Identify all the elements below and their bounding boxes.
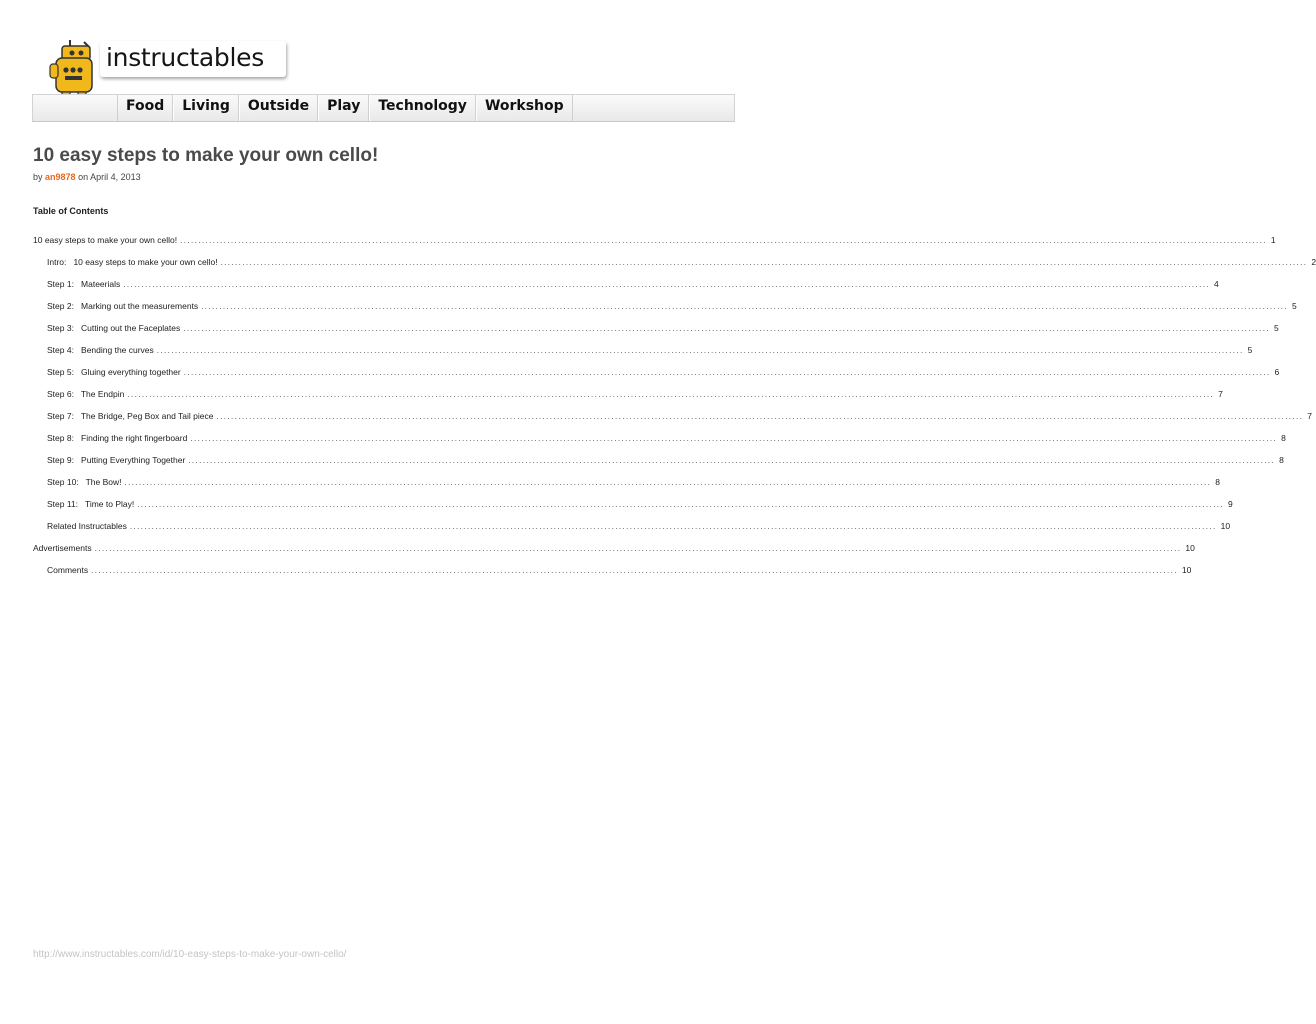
toc-entry-label: Intro: 10 easy steps to make your own cello!	[47, 257, 218, 267]
toc-entry-page: 8	[1279, 455, 1284, 465]
toc-entry[interactable]	[33, 291, 1297, 313]
toc-dot-leader: ............................................................................................................................................................................................................................................................................................................	[183, 324, 1271, 333]
toc-dot-leader: ............................................................................................................................................................................................................................................................................................................	[129, 522, 1217, 531]
toc-entry-page: 10	[1220, 521, 1231, 531]
toc-dot-leader: ............................................................................................................................................................................................................................................................................................................	[156, 346, 1244, 355]
toc-entry-page: 6	[1274, 367, 1280, 377]
toc-entry-label: Step 8: Finding the right fingerboard	[47, 433, 188, 443]
toc-entry[interactable]	[33, 357, 1280, 379]
toc-entry-label: Step 11: Time to Play!	[47, 499, 135, 509]
toc-entry[interactable]	[33, 445, 1284, 467]
toc-entry[interactable]	[33, 511, 1231, 533]
nav-item-play[interactable]: Play	[318, 95, 369, 121]
toc-entry-label: Step 10: The Bow!	[47, 477, 122, 487]
toc-entry[interactable]	[33, 247, 1316, 269]
page-title: 10 easy steps to make your own cello!	[33, 145, 379, 166]
toc-entry-page: 5	[1274, 323, 1279, 333]
toc-entry[interactable]	[33, 467, 1221, 489]
toc-entry-label: Step 7: The Bridge, Peg Box and Tail piece	[47, 411, 214, 421]
toc-dot-leader: ............................................................................................................................................................................................................................................................................................................	[180, 236, 1267, 245]
toc-entry[interactable]	[33, 533, 1195, 555]
toc-entry-page: 5	[1291, 301, 1297, 311]
toc-entry-page: 1	[1270, 235, 1276, 245]
nav-item-technology[interactable]: Technology	[369, 95, 476, 121]
toc-entry-page: 5	[1247, 345, 1253, 355]
toc-entry[interactable]	[33, 335, 1253, 357]
toc-entry-page: 7	[1218, 389, 1223, 399]
table-of-contents	[33, 225, 1316, 577]
footer-url[interactable]: http://www.instructables.com/id/10-easy-steps-to-make-your-own-cello/	[33, 949, 347, 960]
toc-entry-page: 10	[1185, 543, 1195, 553]
nav-item-workshop[interactable]: Workshop	[476, 95, 573, 121]
logo-text[interactable]: instructables	[106, 43, 264, 72]
toc-entry-label: Comments	[47, 565, 89, 575]
toc-entry[interactable]	[33, 379, 1223, 401]
toc-entry-label: Advertisements	[33, 543, 92, 553]
nav-item-living[interactable]: Living	[173, 95, 239, 121]
toc-dot-leader: ............................................................................................................................................................................................................................................................................................................	[216, 412, 1304, 421]
toc-entry[interactable]	[33, 489, 1233, 511]
toc-entry-page: 4	[1214, 279, 1219, 289]
toc-dot-leader: ............................................................................................................................................................................................................................................................................................................	[190, 434, 1278, 443]
byline	[33, 172, 141, 182]
toc-entry-label: Step 9: Putting Everything Together	[47, 455, 186, 465]
toc-entry-label: Step 6: The Endpin	[47, 389, 125, 399]
toc-entry[interactable]	[33, 225, 1276, 247]
toc-entry-label: 10 easy steps to make your own cello!	[33, 235, 178, 245]
toc-entry-page: 2	[1311, 257, 1316, 267]
toc-entry-page: 8	[1215, 477, 1221, 487]
nav-bar	[32, 94, 735, 122]
toc-entry[interactable]	[33, 401, 1313, 423]
toc-entry[interactable]	[33, 269, 1219, 291]
toc-entry-page: 10	[1181, 565, 1192, 575]
toc-entry-label: Step 2: Marking out the measurements	[47, 301, 199, 311]
toc-entry-label: Step 4: Bending the curves	[47, 345, 154, 355]
toc-entry-label: Step 3: Cutting out the Faceplates	[47, 323, 181, 333]
toc-entry-label: Related Instructables	[47, 521, 127, 531]
toc-entry[interactable]	[33, 555, 1192, 577]
toc-entry-label: Step 1: Mateerials	[47, 279, 121, 289]
nav-item-food[interactable]: Food	[117, 95, 173, 121]
toc-entry-page: 9	[1228, 499, 1233, 509]
toc-dot-leader: ............................................................................................................................................................................................................................................................................................................	[123, 280, 1211, 289]
toc-dot-leader: ............................................................................................................................................................................................................................................................................................................	[124, 478, 1212, 487]
toc-entry-label: Step 5: Gluing everything together	[47, 367, 181, 377]
toc-dot-leader: ............................................................................................................................................................................................................................................................................................................	[220, 258, 1308, 267]
toc-dot-leader: ............................................................................................................................................................................................................................................................................................................	[183, 368, 1271, 377]
toc-dot-leader: ............................................................................................................................................................................................................................................................................................................	[94, 544, 1182, 553]
toc-dot-leader: ............................................................................................................................................................................................................................................................................................................	[188, 456, 1276, 465]
toc-dot-leader: ............................................................................................................................................................................................................................................................................................................	[137, 500, 1225, 509]
publish-date: on April 4, 2013	[78, 172, 141, 182]
toc-entry[interactable]	[33, 423, 1286, 445]
toc-entry-page: 7	[1307, 411, 1313, 421]
author-link[interactable]: an9878	[45, 172, 76, 182]
nav-items	[117, 95, 573, 121]
toc-dot-leader: ............................................................................................................................................................................................................................................................................................................	[201, 302, 1288, 311]
toc-entry[interactable]	[33, 313, 1279, 335]
by-prefix: by	[33, 172, 43, 182]
toc-entry-page: 8	[1281, 433, 1286, 443]
nav-item-outside[interactable]: Outside	[239, 95, 318, 121]
toc-dot-leader: ............................................................................................................................................................................................................................................................................................................	[91, 566, 1178, 575]
toc-dot-leader: ............................................................................................................................................................................................................................................................................................................	[127, 390, 1215, 399]
toc-heading: Table of Contents	[33, 206, 109, 216]
